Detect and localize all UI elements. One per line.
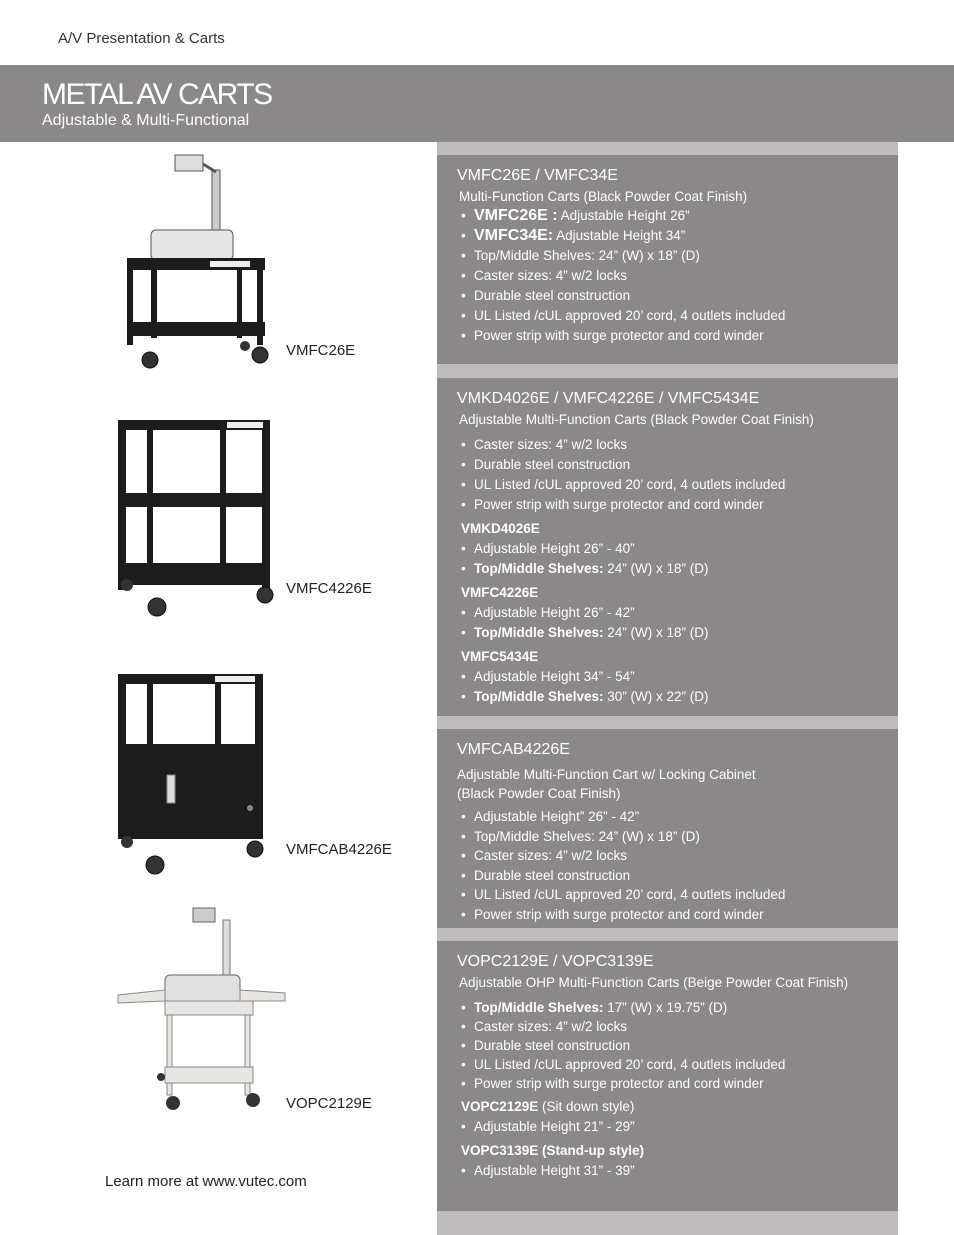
spec-panel-vopc2129e — [437, 941, 898, 1211]
list-item: • Top/Middle Shelves: 24” (W) x 18” (D) — [461, 248, 700, 263]
list-item: • Top/Middle Shelves: 30” (W) x 22” (D) — [461, 689, 709, 704]
list-item: • Adjustable Height” 26” - 42” — [461, 809, 640, 824]
spec-panel-vmkd4026e — [437, 378, 898, 716]
list-item: • Adjustable Height 31” - 39” — [461, 1163, 635, 1178]
list-item: • Power strip with surge protector and cord winder — [461, 906, 764, 922]
product-caption: VMFC4226E — [286, 580, 372, 597]
list-item: • Adjustable Height 34” - 54” — [461, 669, 635, 684]
page-title: METAL AV CARTS — [42, 78, 272, 111]
list-item: • Top/Middle Shelves: 17” (W) x 19.75” (D) — [461, 1000, 728, 1015]
list-item: • UL Listed /cUL approved 20’ cord, 4 outlets included — [461, 477, 786, 492]
list-item: • Adjustable Height 26” - 42” — [461, 605, 635, 620]
list-item: • Durable steel construction — [461, 288, 631, 303]
list-item: • Power strip with surge protector and cord winder — [461, 1076, 764, 1091]
list-item: • Power strip with surge protector and cord winder — [461, 497, 764, 512]
list-item: • Caster sizes: 4” w/2 locks — [461, 268, 628, 283]
section-banner — [0, 65, 954, 142]
model-heading: VMFC4226E — [461, 585, 539, 600]
panel-subtitle: Adjustable OHP Multi-Function Carts (Beige Powder Coat Finish) — [459, 975, 849, 990]
vmfcab4226e-cart-image — [115, 672, 275, 877]
vmfc26e-cart-image — [115, 150, 280, 375]
list-item: • Durable steel construction — [461, 457, 631, 472]
panel-title: VMFC26E / VMFC34E — [457, 167, 618, 184]
footer-link-text: Learn more at www.vutec.com — [105, 1173, 307, 1190]
product-caption: VMFCAB4226E — [286, 841, 392, 858]
list-item: • Top/Middle Shelves: 24” (W) x 18” (D) — [461, 561, 709, 576]
panel-subtitle: Adjustable Multi-Function Carts (Black Powder Coat Finish) — [459, 412, 814, 427]
panel-title: VOPC2129E / VOPC3139E — [457, 953, 654, 970]
list-item: • UL Listed /cUL approved 20’ cord, 4 outlets included — [461, 1057, 786, 1072]
model-heading: VMFC5434E — [461, 649, 539, 664]
spec-panel-vmfc26e — [437, 155, 898, 364]
list-item: • Top/Middle Shelves: 24” (W) x 18” (D) — [461, 828, 700, 844]
list-item: • Top/Middle Shelves: 24” (W) x 18” (D) — [461, 625, 709, 640]
list-item: • Adjustable Height 21” - 29” — [461, 1119, 635, 1134]
list-item: • VMFC26E : Adjustable Height 26” — [461, 207, 690, 224]
vopc2129e-cart-image — [115, 905, 295, 1115]
list-item: • VMFC34E: Adjustable Height 34” — [461, 227, 686, 244]
panel-subtitle: Multi-Function Carts (Black Powder Coat Finish) — [459, 189, 748, 204]
list-item: • Durable steel construction — [461, 1038, 631, 1053]
product-caption: VMFC26E — [286, 342, 356, 359]
spec-panel-vmfcab4226e — [437, 729, 898, 928]
list-item: • UL Listed /cUL approved 20’ cord, 4 outlets included — [461, 887, 786, 902]
list-item: • Caster sizes: 4” w/2 locks — [461, 437, 628, 452]
list-item: • Durable steel construction — [461, 867, 631, 883]
breadcrumb: A/V Presentation & Carts — [58, 30, 225, 47]
panel-subtitle: (Black Powder Coat Finish) — [457, 786, 621, 801]
list-item: • Caster sizes: 4” w/2 locks — [461, 1019, 628, 1034]
list-item: • Adjustable Height 26” - 40” — [461, 541, 635, 556]
list-item: • Power strip with surge protector and cord winder — [461, 328, 764, 343]
panel-title: VMFCAB4226E — [457, 741, 570, 758]
model-heading: VMKD4026E — [461, 521, 540, 536]
model-heading: VOPC3139E (Stand-up style) — [461, 1143, 645, 1158]
panel-subtitle: Adjustable Multi-Function Cart w/ Locking Cabinet — [457, 767, 756, 782]
vmfc4226e-cart-image — [115, 415, 280, 622]
panel-title: VMKD4026E / VMFC4226E / VMFC5434E — [457, 390, 760, 407]
product-caption: VOPC2129E — [286, 1095, 372, 1112]
list-item: • UL Listed /cUL approved 20’ cord, 4 outlets included — [461, 308, 786, 323]
model-heading: VOPC2129E (Sit down style) — [461, 1099, 635, 1114]
page-subtitle: Adjustable & Multi-Functional — [42, 112, 250, 129]
list-item: • Caster sizes: 4” w/2 locks — [461, 848, 628, 863]
